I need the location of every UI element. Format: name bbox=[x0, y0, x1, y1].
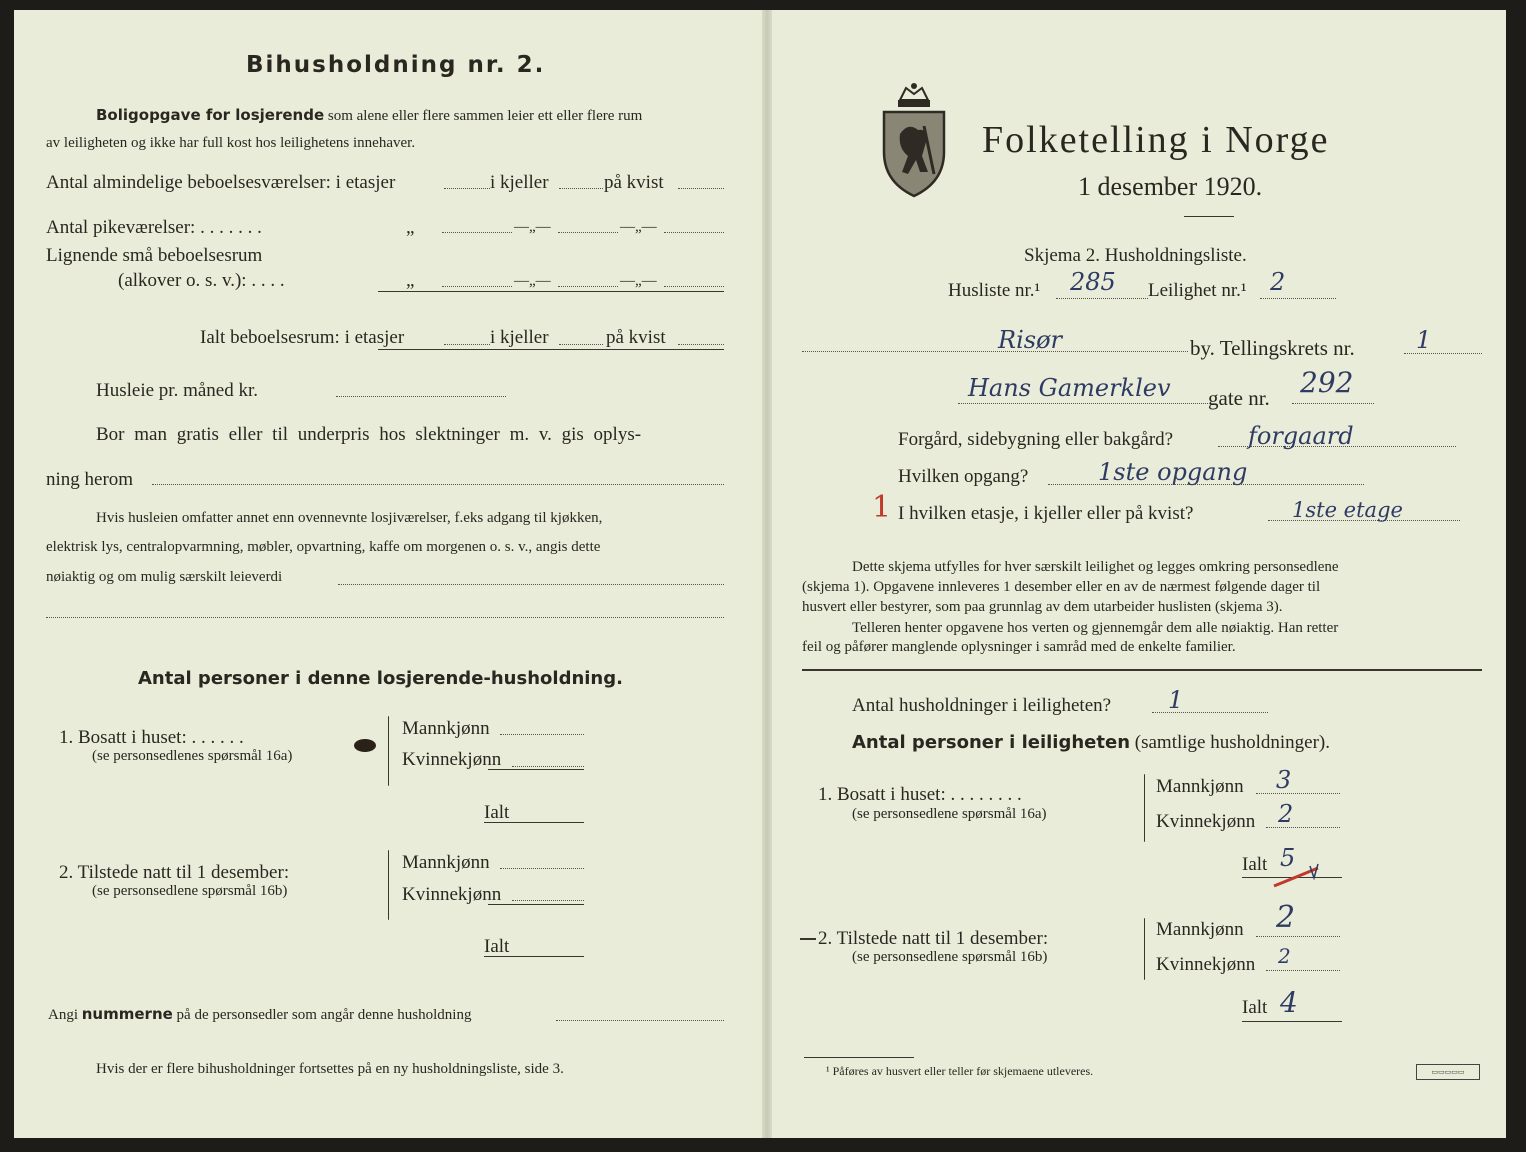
instr-line-1: Dette skjema utfylles for hver særskilt leilighet og legges omkring personsedlene bbox=[852, 559, 1339, 575]
gratis-line-2: ning herom bbox=[46, 469, 134, 490]
ialt-kjeller-field[interactable] bbox=[559, 344, 603, 345]
instr-line-5: feil og påfører manglende oplysninger i samråd med de enkelte familier. bbox=[802, 639, 1236, 655]
pike-label: Antal pikeværelser: . . . . . . . bbox=[46, 217, 262, 238]
skjema-label: Skjema 2. Husholdningsliste. bbox=[1024, 245, 1247, 266]
town-field[interactable] bbox=[802, 351, 1188, 352]
page-fold bbox=[762, 10, 772, 1138]
left-q2-ialt-label: Ialt bbox=[484, 936, 510, 957]
ialt-kvist-field[interactable] bbox=[678, 344, 724, 345]
right-q2-mann-value: 2 bbox=[1276, 900, 1296, 935]
left-title: Bihusholdning nr. 2. bbox=[246, 52, 546, 78]
left-q2-sum-rule bbox=[488, 904, 584, 905]
leieverdi-field-2[interactable] bbox=[46, 617, 724, 618]
pike-ditto: „ bbox=[406, 217, 415, 238]
lignende-ditto-2: —„— bbox=[514, 273, 551, 289]
gratis-field[interactable] bbox=[152, 484, 724, 485]
left-q1-kvinne-field[interactable] bbox=[512, 766, 584, 767]
ialt-rooms-label: Ialt beboelsesrum: i etasjer bbox=[200, 327, 405, 348]
right-q2-kvinne-value: 2 bbox=[1278, 944, 1291, 968]
right-q1-mann-field[interactable] bbox=[1256, 793, 1340, 794]
antal-hush-label: Antal husholdninger i leiligheten? bbox=[852, 695, 1112, 716]
ialt-kjeller-label: i kjeller bbox=[490, 327, 549, 348]
angi-line: Angi nummerne på de personsedler som angår denne husholdning bbox=[48, 1005, 472, 1023]
left-q2-ialt-field[interactable] bbox=[484, 956, 584, 957]
red-check-mark bbox=[1270, 862, 1322, 890]
pike-ditto-2: —„— bbox=[514, 219, 551, 235]
street-value: Hans Gamerklev bbox=[968, 374, 1171, 402]
rooms-etasjer-field[interactable] bbox=[444, 188, 490, 189]
right-q1-kvinne-value: 2 bbox=[1278, 800, 1294, 828]
right-page bbox=[772, 10, 1506, 1138]
rooms-kjeller-field[interactable] bbox=[559, 188, 603, 189]
pike-kvist-field[interactable] bbox=[664, 232, 724, 233]
krets-value: 1 bbox=[1416, 326, 1432, 354]
left-q2-kvinne-label: Kvinnekjønn bbox=[402, 884, 502, 905]
etasje-label: I hvilken etasje, i kjeller eller på kvist? bbox=[898, 503, 1194, 524]
ialt-etasjer-field[interactable] bbox=[444, 344, 490, 345]
left-q1-sum-rule bbox=[488, 769, 584, 770]
left-q1-ialt-field[interactable] bbox=[484, 822, 584, 823]
rooms-kjeller-label: i kjeller bbox=[490, 172, 549, 193]
rooms-label: Antal almindelige beboelsesværelser: i etasjer bbox=[46, 172, 396, 193]
left-q1-mann-label: Mannkjønn bbox=[402, 718, 490, 739]
lignende-ditto-3: —„— bbox=[620, 273, 657, 289]
left-footer: Hvis der er flere bihusholdninger fortsettes på en ny husholdningsliste, side 3. bbox=[96, 1061, 564, 1077]
leilighet-label: Leilighet nr.¹ bbox=[1148, 280, 1247, 301]
left-q1-label: 1. Bosatt i huset: . . . . . . bbox=[59, 727, 244, 748]
left-q2-mann-label: Mannkjønn bbox=[402, 852, 490, 873]
right-q2-ialt-label: Ialt bbox=[1242, 997, 1268, 1018]
right-q2-mann-field[interactable] bbox=[1256, 936, 1340, 937]
husleie-field[interactable] bbox=[336, 396, 506, 397]
left-q2-brace bbox=[388, 850, 389, 920]
gratis-line-1: Bor man gratis eller til underpris hos slektninger m. v. gis oplys- bbox=[96, 424, 642, 445]
left-q1-ialt-label: Ialt bbox=[484, 802, 510, 823]
gate-label: gate nr. bbox=[1208, 386, 1270, 410]
hvis-line-1: Hvis husleien omfatter annet enn ovennevnte losjiværelser, f.eks adgang til kjøkken, bbox=[96, 510, 603, 526]
right-q1-mann-value: 3 bbox=[1276, 766, 1292, 794]
footnote-rule bbox=[804, 1057, 914, 1058]
leilighet-value: 2 bbox=[1270, 268, 1286, 296]
coat-of-arms-icon bbox=[878, 82, 950, 198]
lignende-label-1: Lignende små beboelsesrum bbox=[46, 245, 263, 266]
husliste-label: Husliste nr.¹ bbox=[948, 280, 1041, 301]
lignende-label-2: (alkover o. s. v.): . . . . bbox=[118, 270, 285, 291]
intro-line-2: av leiligheten og ikke har full kost hos leilighetens innehaver. bbox=[46, 135, 416, 151]
right-q2-kvinne-field[interactable] bbox=[1266, 970, 1340, 971]
instr-line-4: Telleren henter opgavene hos verten og gjennemgår dem alle nøiaktig. Han retter bbox=[852, 620, 1339, 636]
right-q2-kvinne-label: Kvinnekjønn bbox=[1156, 954, 1256, 975]
left-persons-heading: Antal personer i denne losjerende-husholdning. bbox=[138, 668, 623, 689]
right-q2-label: 2. Tilstede natt til 1 desember: bbox=[818, 928, 1049, 949]
leilighet-field[interactable] bbox=[1260, 298, 1336, 299]
town-value: Risør bbox=[998, 326, 1062, 354]
lignende-kjeller-field[interactable] bbox=[558, 286, 618, 287]
right-q2-ialt-field[interactable] bbox=[1242, 1021, 1342, 1022]
sum-rule bbox=[378, 291, 724, 292]
right-q2-sub: (se personsedlene spørsmål 16b) bbox=[852, 949, 1048, 965]
instr-rule bbox=[802, 669, 1482, 671]
left-q1-mann-field[interactable] bbox=[500, 734, 584, 735]
street-field[interactable] bbox=[958, 403, 1208, 404]
left-page bbox=[14, 10, 762, 1138]
left-q2-label: 2. Tilstede natt til 1 desember: bbox=[59, 862, 290, 883]
red-margin-mark: 1 bbox=[872, 490, 892, 525]
forgard-value: forgaard bbox=[1248, 422, 1354, 450]
leieverdi-field[interactable] bbox=[338, 584, 724, 585]
intro-line-1: Boligopgave for losjerende som alene eller flere sammen leier ett eller flere rum bbox=[96, 106, 643, 124]
right-q2-brace bbox=[1144, 918, 1145, 980]
left-q1-sub: (se personsedlenes spørsmål 16a) bbox=[92, 748, 293, 764]
antal-hush-value: 1 bbox=[1168, 686, 1184, 714]
census-form-sheet bbox=[14, 10, 1506, 1138]
gate-value: 292 bbox=[1300, 366, 1354, 399]
rooms-kvist-label: på kvist bbox=[604, 172, 664, 193]
rooms-kvist-field[interactable] bbox=[678, 188, 724, 189]
hvis-line-2: elektrisk lys, centralopvarmning, møbler, opvartning, kaffe om morgenen o. s. v., angis dette bbox=[46, 539, 601, 555]
pike-etasjer-field[interactable] bbox=[442, 232, 512, 233]
right-q1-ialt-value: 5 bbox=[1280, 844, 1296, 872]
husliste-value: 285 bbox=[1070, 268, 1116, 296]
printer-stamp-icon: ▭▭▭▭▭ bbox=[1416, 1064, 1480, 1080]
opgang-value: 1ste opgang bbox=[1098, 458, 1248, 486]
ialt-kvist-label: på kvist bbox=[606, 327, 666, 348]
footnote: ¹ Påføres av husvert eller teller før skjemaene utleveres. bbox=[826, 1064, 1094, 1078]
instr-line-3: husvert eller bestyrer, som paa grunnlag av dem utarbeider huslisten (skjema 3). bbox=[802, 599, 1283, 615]
pike-kjeller-field[interactable] bbox=[558, 232, 618, 233]
right-q1-mann-label: Mannkjønn bbox=[1156, 776, 1244, 797]
husleie-label: Husleie pr. måned kr. bbox=[96, 380, 258, 401]
right-q1-kvinne-label: Kvinnekjønn bbox=[1156, 811, 1256, 832]
husliste-field[interactable] bbox=[1056, 298, 1148, 299]
lignende-etasjer-field[interactable] bbox=[442, 286, 512, 287]
right-q2-ialt-value: 4 bbox=[1280, 986, 1298, 1019]
census-date: 1 desember 1920. bbox=[1078, 172, 1263, 201]
right-q1-sub: (se personsedlene spørsmål 16a) bbox=[852, 806, 1047, 822]
right-q1-ialt-label: Ialt bbox=[1242, 854, 1268, 875]
right-persons-heading: Antal personer i leiligheten (samtlige husholdninger). bbox=[852, 732, 1331, 753]
ink-blot bbox=[354, 739, 376, 752]
right-title: Folketelling i Norge bbox=[982, 119, 1330, 161]
left-q1-kvinne-label: Kvinnekjønn bbox=[402, 749, 502, 770]
by-krets-label: by. Tellingskrets nr. bbox=[1190, 336, 1355, 360]
etasje-value: 1ste etage bbox=[1292, 498, 1403, 522]
left-q2-kvinne-field[interactable] bbox=[512, 900, 584, 901]
angi-field[interactable] bbox=[556, 1020, 724, 1021]
lignende-kvist-field[interactable] bbox=[664, 286, 724, 287]
title-rule bbox=[1184, 216, 1234, 217]
instr-line-2: (skjema 1). Opgavene innleveres 1 desember eller en av de nærmest følgende dager til bbox=[802, 579, 1321, 595]
gate-field[interactable] bbox=[1292, 403, 1374, 404]
opgang-label: Hvilken opgang? bbox=[898, 466, 1029, 487]
pike-ditto-3: —„— bbox=[620, 219, 657, 235]
hvis-line-3: nøiaktig og om mulig særskilt leieverdi bbox=[46, 569, 283, 585]
margin-dash bbox=[800, 938, 816, 940]
right-q2-mann-label: Mannkjønn bbox=[1156, 919, 1244, 940]
right-q1-brace bbox=[1144, 774, 1145, 842]
forgard-label: Forgård, sidebygning eller bakgård? bbox=[898, 429, 1174, 450]
lignende-ditto: „ bbox=[406, 270, 415, 291]
left-q2-mann-field[interactable] bbox=[500, 868, 584, 869]
ialt-rule bbox=[378, 349, 724, 350]
left-q1-brace bbox=[388, 716, 389, 786]
left-q2-sub: (se personsedlene spørsmål 16b) bbox=[92, 883, 288, 899]
right-q1-label: 1. Bosatt i huset: . . . . . . . . bbox=[818, 784, 1022, 805]
